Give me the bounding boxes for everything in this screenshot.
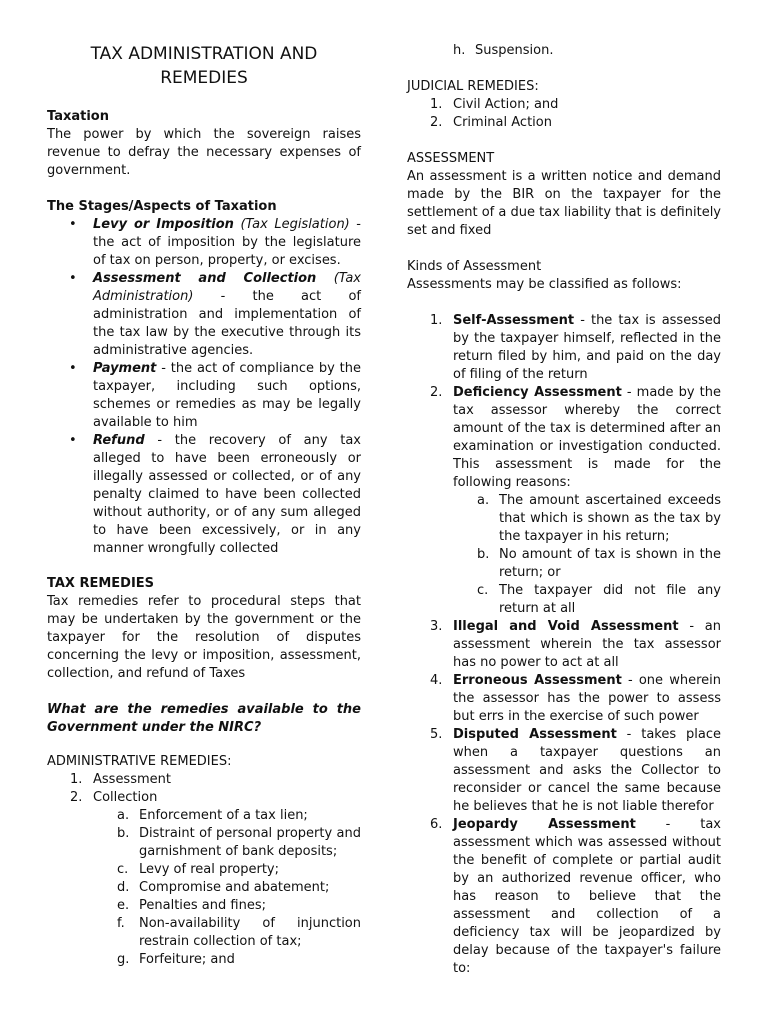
question-section: [47, 701, 361, 737]
reason-text: The amount ascertained exceeds that which is shown as the tax by the taxpayer in his return;: [499, 493, 721, 544]
kind-item: [407, 726, 721, 816]
collection-text: Enforcement of a tax lien;: [139, 808, 308, 823]
judicial-remedies-list: [407, 96, 721, 132]
kinds-heading: Kinds of Assessment: [407, 259, 542, 274]
kinds-list: [407, 312, 721, 978]
remedies-question: What are the remedies available to the Government under the NIRC?: [47, 702, 361, 735]
judicial-remedies-section: [407, 78, 721, 132]
collection-item: [47, 807, 361, 825]
deficiency-reason: [453, 582, 721, 618]
list-marker: e.: [117, 898, 130, 913]
list-marker: 1.: [430, 97, 443, 112]
kind-text: - tax assessment which was assessed without the benefit of complete or partial audit by an authorized revenue officer, who has reason to believe that the assessment and collection of a deficiency tax will be jeopardized by delay because of the taxpayer's failure to:: [453, 817, 721, 976]
collection-text: Distraint of personal property and garnishment of bank deposits;: [139, 826, 361, 859]
stage-paren: (Tax Legislation): [233, 217, 350, 232]
admin-remedy-text: Assessment: [93, 772, 171, 787]
bullet-icon: •: [69, 433, 77, 448]
reason-text: No amount of tax is shown in the return; or: [499, 547, 721, 580]
kind-text: - an assessment wherein the tax assessor has no power to act at all: [453, 619, 721, 670]
kind-item: [407, 672, 721, 726]
deficiency-reason: [453, 492, 721, 546]
list-marker: 4.: [430, 673, 443, 688]
list-marker: c.: [117, 862, 129, 877]
tax-remedies-section: [47, 575, 361, 683]
stage-item: [47, 432, 361, 558]
kind-text: - takes place when a taxpayer questions an assessment and asks the Collector to reconsider or cancel the same because he believes that he is not liable therefor: [453, 727, 721, 814]
kind-item: [407, 384, 721, 618]
judicial-remedy-text: Civil Action; and: [453, 97, 559, 112]
kind-term: Illegal and Void Assessment: [453, 619, 679, 634]
list-marker: h.: [453, 43, 466, 58]
collection-text: Penalties and fines;: [139, 898, 266, 913]
list-marker: 3.: [430, 619, 443, 634]
kind-term: Self-Assessment: [453, 313, 575, 328]
collection-item: [47, 861, 361, 879]
assessment-section: [407, 150, 721, 240]
admin-remedy-text: Collection: [93, 790, 158, 805]
stage-text: - the act of compliance by the taxpayer, including such options, schemes or remedies as may be legally available to him: [93, 361, 361, 430]
kind-item: [407, 312, 721, 384]
tax-remedies-heading: TAX REMEDIES: [47, 576, 155, 591]
collection-item: [383, 42, 721, 60]
judicial-remedies-heading: JUDICIAL REMEDIES:: [407, 79, 539, 94]
stage-item: [47, 270, 361, 360]
judicial-remedy-text: Criminal Action: [453, 115, 552, 130]
collection-sub-list-continued: [383, 42, 721, 60]
admin-remedy-item: [47, 789, 361, 807]
stage-text: - the act of imposition by the legislature of tax on person, property, or excises.: [93, 217, 361, 268]
list-marker: 5.: [430, 727, 443, 742]
collection-item: [47, 879, 361, 897]
list-marker: 6.: [430, 817, 443, 832]
list-marker: f.: [117, 916, 125, 931]
kind-term: Jeopardy Assessment: [453, 817, 636, 832]
assessment-heading: ASSESSMENT: [407, 151, 495, 166]
stages-list: [47, 216, 361, 558]
collection-sub-list: [47, 807, 361, 969]
bullet-icon: •: [69, 271, 77, 286]
collection-text: Compromise and abatement;: [139, 880, 330, 895]
taxation-heading: Taxation: [47, 109, 109, 124]
stage-paren: (Tax Administration): [93, 271, 361, 304]
reason-text: The taxpayer did not file any return at all: [499, 583, 721, 616]
stage-text: - the recovery of any tax alleged to have been erroneously or illegally assessed or collected, or of any penalty claimed to have been collected without authority, or of any sum alleged to have been excessively, or in any manner wrongfully collected: [93, 433, 361, 556]
collection-text: Suspension.: [475, 43, 554, 58]
stage-term: Payment: [93, 361, 157, 376]
judicial-remedy-item: [407, 114, 721, 132]
kinds-intro: Assessments may be classified as follows:: [407, 277, 682, 292]
list-marker: 2.: [70, 790, 83, 805]
stages-section: [47, 198, 361, 558]
kind-term: Deficiency Assessment: [453, 385, 622, 400]
kind-item: [407, 816, 721, 978]
list-marker: 2.: [430, 115, 443, 130]
stage-term: Assessment and Collection: [93, 271, 317, 286]
collection-text: Forfeiture; and: [139, 952, 235, 967]
list-marker: c.: [477, 583, 489, 598]
stage-text: - the act of administration and implementation of the tax law by the executive through its administrative agencies.: [93, 289, 361, 358]
stage-item: [47, 360, 361, 432]
taxation-definition: The power by which the sovereign raises revenue to defray the necessary expenses of government.: [47, 127, 361, 178]
list-marker: d.: [117, 880, 130, 895]
admin-remedies-heading: ADMINISTRATIVE REMEDIES:: [47, 754, 232, 769]
collection-text: Non-availability of injunction restrain collection of tax;: [139, 916, 361, 949]
admin-remedies-list: [47, 771, 361, 807]
document-title: TAX ADMINISTRATION AND REMEDIES: [90, 44, 318, 88]
collection-continued: [407, 42, 721, 60]
list-marker: a.: [117, 808, 130, 823]
admin-remedy-item: [47, 771, 361, 789]
kind-text: - one wherein the assessor has the power to assess but errs in the exercise of such power: [453, 673, 721, 724]
tax-remedies-text: Tax remedies refer to procedural steps that may be undertaken by the government or the taxpayer for the resolution of disputes concerning the levy or imposition, assessment, collection, and refund of Taxes: [47, 594, 361, 681]
deficiency-reasons-list: [453, 492, 721, 618]
assessment-text: An assessment is a written notice and demand made by the BIR on the taxpayer for the settlement of a due tax liability that is definitely set and fixed: [407, 169, 721, 238]
kinds-section: [407, 258, 721, 978]
deficiency-reason: [453, 546, 721, 582]
list-marker: g.: [117, 952, 130, 967]
list-marker: 1.: [430, 313, 443, 328]
kind-text: - the tax is assessed by the taxpayer himself, reflected in the return filed by him, and paid on the day of filing of the return: [453, 313, 721, 382]
kind-term: Erroneous Assessment: [453, 673, 622, 688]
list-marker: 1.: [70, 772, 83, 787]
kind-term: Disputed Assessment: [453, 727, 617, 742]
bullet-icon: •: [69, 361, 77, 376]
stages-heading: The Stages/Aspects of Taxation: [47, 199, 277, 214]
taxation-section: [47, 108, 361, 180]
collection-text: Levy of real property;: [139, 862, 279, 877]
stage-item: [47, 216, 361, 270]
kind-text: - made by the tax assessor whereby the correct amount of the tax is determined after an examination or investigation conducted. This assessment is made for the following reasons:: [453, 385, 721, 490]
judicial-remedy-item: [407, 96, 721, 114]
list-marker: b.: [117, 826, 130, 841]
list-marker: a.: [477, 493, 490, 508]
stage-term: Refund: [93, 433, 145, 448]
admin-remedies-section: [47, 753, 361, 969]
kind-item: [407, 618, 721, 672]
stage-term: Levy or Imposition: [93, 217, 234, 232]
list-marker: 2.: [430, 385, 443, 400]
collection-item: [47, 897, 361, 915]
list-marker: b.: [477, 547, 490, 562]
collection-item: [47, 915, 361, 951]
collection-item: [47, 951, 361, 969]
bullet-icon: •: [69, 217, 77, 232]
collection-item: [47, 825, 361, 861]
